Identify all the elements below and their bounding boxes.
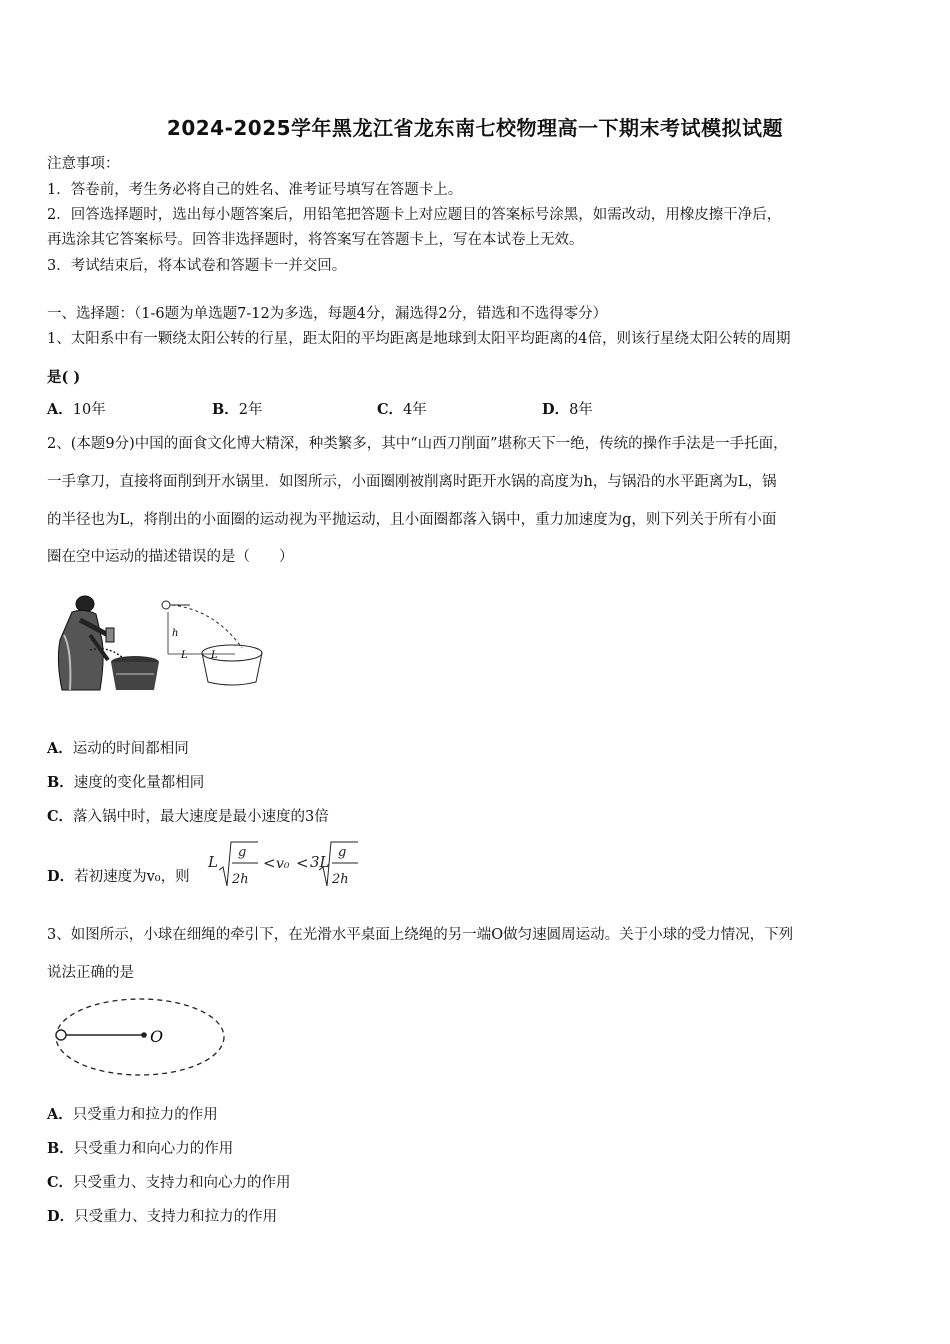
orbit-path	[56, 999, 224, 1075]
q3-stem: 说法正确的是	[47, 965, 134, 981]
formula-3l: 3L	[310, 853, 330, 871]
formula-v0: v₀	[276, 856, 290, 872]
ball	[56, 1030, 66, 1040]
q2-option-d[interactable]: D．若初速度为v₀，则	[47, 868, 190, 885]
notice-item: 1．答卷前，考生务必将自己的姓名、准考证号填写在答题卡上。	[47, 182, 463, 198]
notice-heading: 注意事项：	[47, 156, 120, 172]
q2-option-a[interactable]: A．运动的时间都相同	[47, 740, 189, 757]
q3-option-c[interactable]: C．只受重力、支持力和向心力的作用	[47, 1174, 291, 1191]
figure-label-l: L	[181, 650, 188, 661]
formula-l: L	[208, 853, 218, 871]
q2-option-b[interactable]: B．速度的变化量都相同	[47, 774, 205, 791]
q1-stem: 1、太阳系中有一颗绕太阳公转的行星，距太阳的平均距离是地球到太阳平均距离的4倍，则该行星绕太阳公转的周期	[47, 331, 791, 347]
figure-label-l: L	[211, 650, 218, 661]
center-point	[141, 1032, 147, 1038]
formula-lt: <	[296, 854, 309, 872]
q2-option-c[interactable]: C．落入锅中时，最大速度是最小速度的3倍	[47, 808, 329, 825]
page-title: 2024-2025学年黑龙江省龙东南七校物理高一下期末考试模拟试题	[166, 116, 784, 140]
q2-stem: 的半径也为L，将削出的小面圈的运动视为平抛运动，且小面圈都落入锅中，重力加速度为g，则下列关于所有小面	[47, 512, 777, 528]
q1-stem-cont: 是( )	[47, 369, 81, 386]
q2-stem: 2、(本题9分)中国的面食文化博大精深，种类繁多，其中“山西刀削面”堪称天下一绝，传统的操作手法是一手托面，	[47, 436, 788, 452]
chef-illustration	[58, 596, 114, 690]
noodle-cutting-figure	[50, 590, 265, 700]
formula-g: g	[338, 845, 347, 860]
formula-2h: 2h	[332, 872, 349, 887]
q1-option-c[interactable]: C．4年	[377, 401, 427, 418]
q2-stem: 圈在空中运动的描述错误的是（ ）	[47, 549, 294, 565]
q1-option-a[interactable]: A．10年	[47, 401, 106, 418]
velocity-inequality-formula	[206, 836, 376, 892]
q1-option-b[interactable]: B．2年	[212, 401, 263, 418]
section-heading: 一、选择题：（1-6题为单选题7-12为多选，每题4分，漏选得2分，错选和不选得零分）	[47, 306, 608, 322]
projectile-schematic	[162, 601, 262, 685]
q2-stem: 一手拿刀，直接将面削到开水锅里．如图所示，小面圈刚被削离时距开水锅的高度为h，与锅沿的水平距离为L，锅	[47, 474, 777, 490]
q3-option-d[interactable]: D．只受重力、支持力和拉力的作用	[47, 1208, 278, 1225]
notice-item: 2．回答选择题时，选出每小题答案后，用铅笔把答题卡上对应题目的答案标号涂黑，如需改动，用橡皮擦干净后，	[47, 207, 782, 223]
q3-option-b[interactable]: B．只受重力和向心力的作用	[47, 1140, 234, 1157]
formula-lt: <	[263, 854, 276, 872]
q1-option-d[interactable]: D．8年	[542, 401, 593, 418]
notice-item: 3．考试结束后，将本试卷和答题卡一并交回。	[47, 258, 347, 274]
formula-2h: 2h	[232, 872, 249, 887]
q3-option-a[interactable]: A．只受重力和拉力的作用	[47, 1106, 218, 1123]
figure-label-h: h	[172, 628, 179, 639]
center-label-o: O	[150, 1027, 164, 1046]
q3-stem: 3、如图所示，小球在细绳的牵引下，在光滑水平桌面上绕绳的另一端O做匀速圆周运动。关于小球的受力情况，下列	[47, 927, 794, 943]
formula-g: g	[238, 845, 247, 860]
circular-motion-figure	[50, 995, 230, 1081]
notice-item: 再选涂其它答案标号。回答非选择题时，将答案写在答题卡上，写在本试卷上无效。	[47, 232, 584, 248]
